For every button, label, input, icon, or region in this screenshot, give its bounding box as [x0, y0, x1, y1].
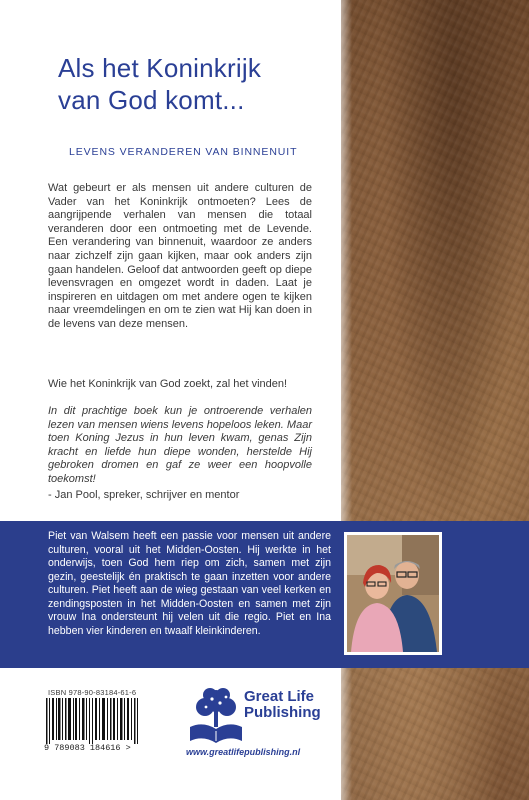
book-title	[58, 52, 328, 116]
publisher-name-line-2: Publishing	[244, 703, 321, 721]
book-subtitle: LEVENS VERANDEREN VAN BINNENUIT	[69, 146, 298, 158]
publisher-name	[244, 689, 324, 720]
isbn-number: ISBN 978-90-83184-61-6	[48, 688, 137, 697]
tree-book-icon	[186, 685, 246, 747]
photo-fade-edge	[332, 0, 352, 800]
publisher-url: www.greatlifepublishing.nl	[186, 747, 301, 757]
title-line-1: Als het Koninkrijk	[58, 53, 262, 83]
author-bio: Piet van Walsem heeft een passie voor mensen uit andere culturen, vooral uit het Midden-Oosten. Hij werkte in het onderwijs, toen God hem riep om zich, samen met zijn gezin, geestelijk én praktisch te gaan inzetten voor andere culturen. Piet heeft aan de wieg gestaan van veel kerken en zendingsposten in het Midden-Oosten en samen met zijn vrouw Ina ondersteunt hij velen uit die regio. Piet en Ina hebben vier kinderen en twaalf kleinkinderen.	[48, 530, 331, 637]
tagline: Wie het Koninkrijk van God zoekt, zal het vinden!	[48, 378, 288, 390]
endorsement-quote: In dit prachtige boek kun je ontroerende verhalen lezen van mensen wiens levens hopeloos leken. Maar toen Koning Jezus in hun leven kwam, genas Zijn kracht en liefde hun diepe wonden, herstelde Hij gebroken dromen en gaf ze weer een hoopvolle toekomst!	[48, 405, 312, 485]
rock-texture-photo	[341, 0, 529, 800]
title-line-2: van God komt...	[58, 85, 245, 115]
author-photo	[344, 532, 442, 655]
barcode-icon	[44, 698, 144, 744]
publisher-name-line-1: Great Life	[244, 688, 315, 705]
endorsement-author: - Jan Pool, spreker, schrijver en mentor	[48, 489, 240, 501]
blurb-paragraph: Wat gebeurt er als mensen uit andere culturen de Vader van het Koninkrijk ontmoeten? Lees de aangrijpende verhalen van mensen die totaal veranderen door een ontmoeting met de Levende. Een verandering van binnenuit, waardoor ze anders naar zichzelf zijn gaan kijken, maar ook anders zijn gaan handelen. Geloof dat antwoorden geeft op diepe levensvragen en omgezet wordt in daden. Laat je inspireren en uitdagen om met andere ogen te kijken naar vreemdelingen en om te zien wat Hij kan doen in de levens van deze mensen.	[48, 182, 312, 330]
couple-portrait-icon	[347, 535, 439, 652]
barcode-digits: 9 789083 184616 >	[44, 743, 131, 753]
